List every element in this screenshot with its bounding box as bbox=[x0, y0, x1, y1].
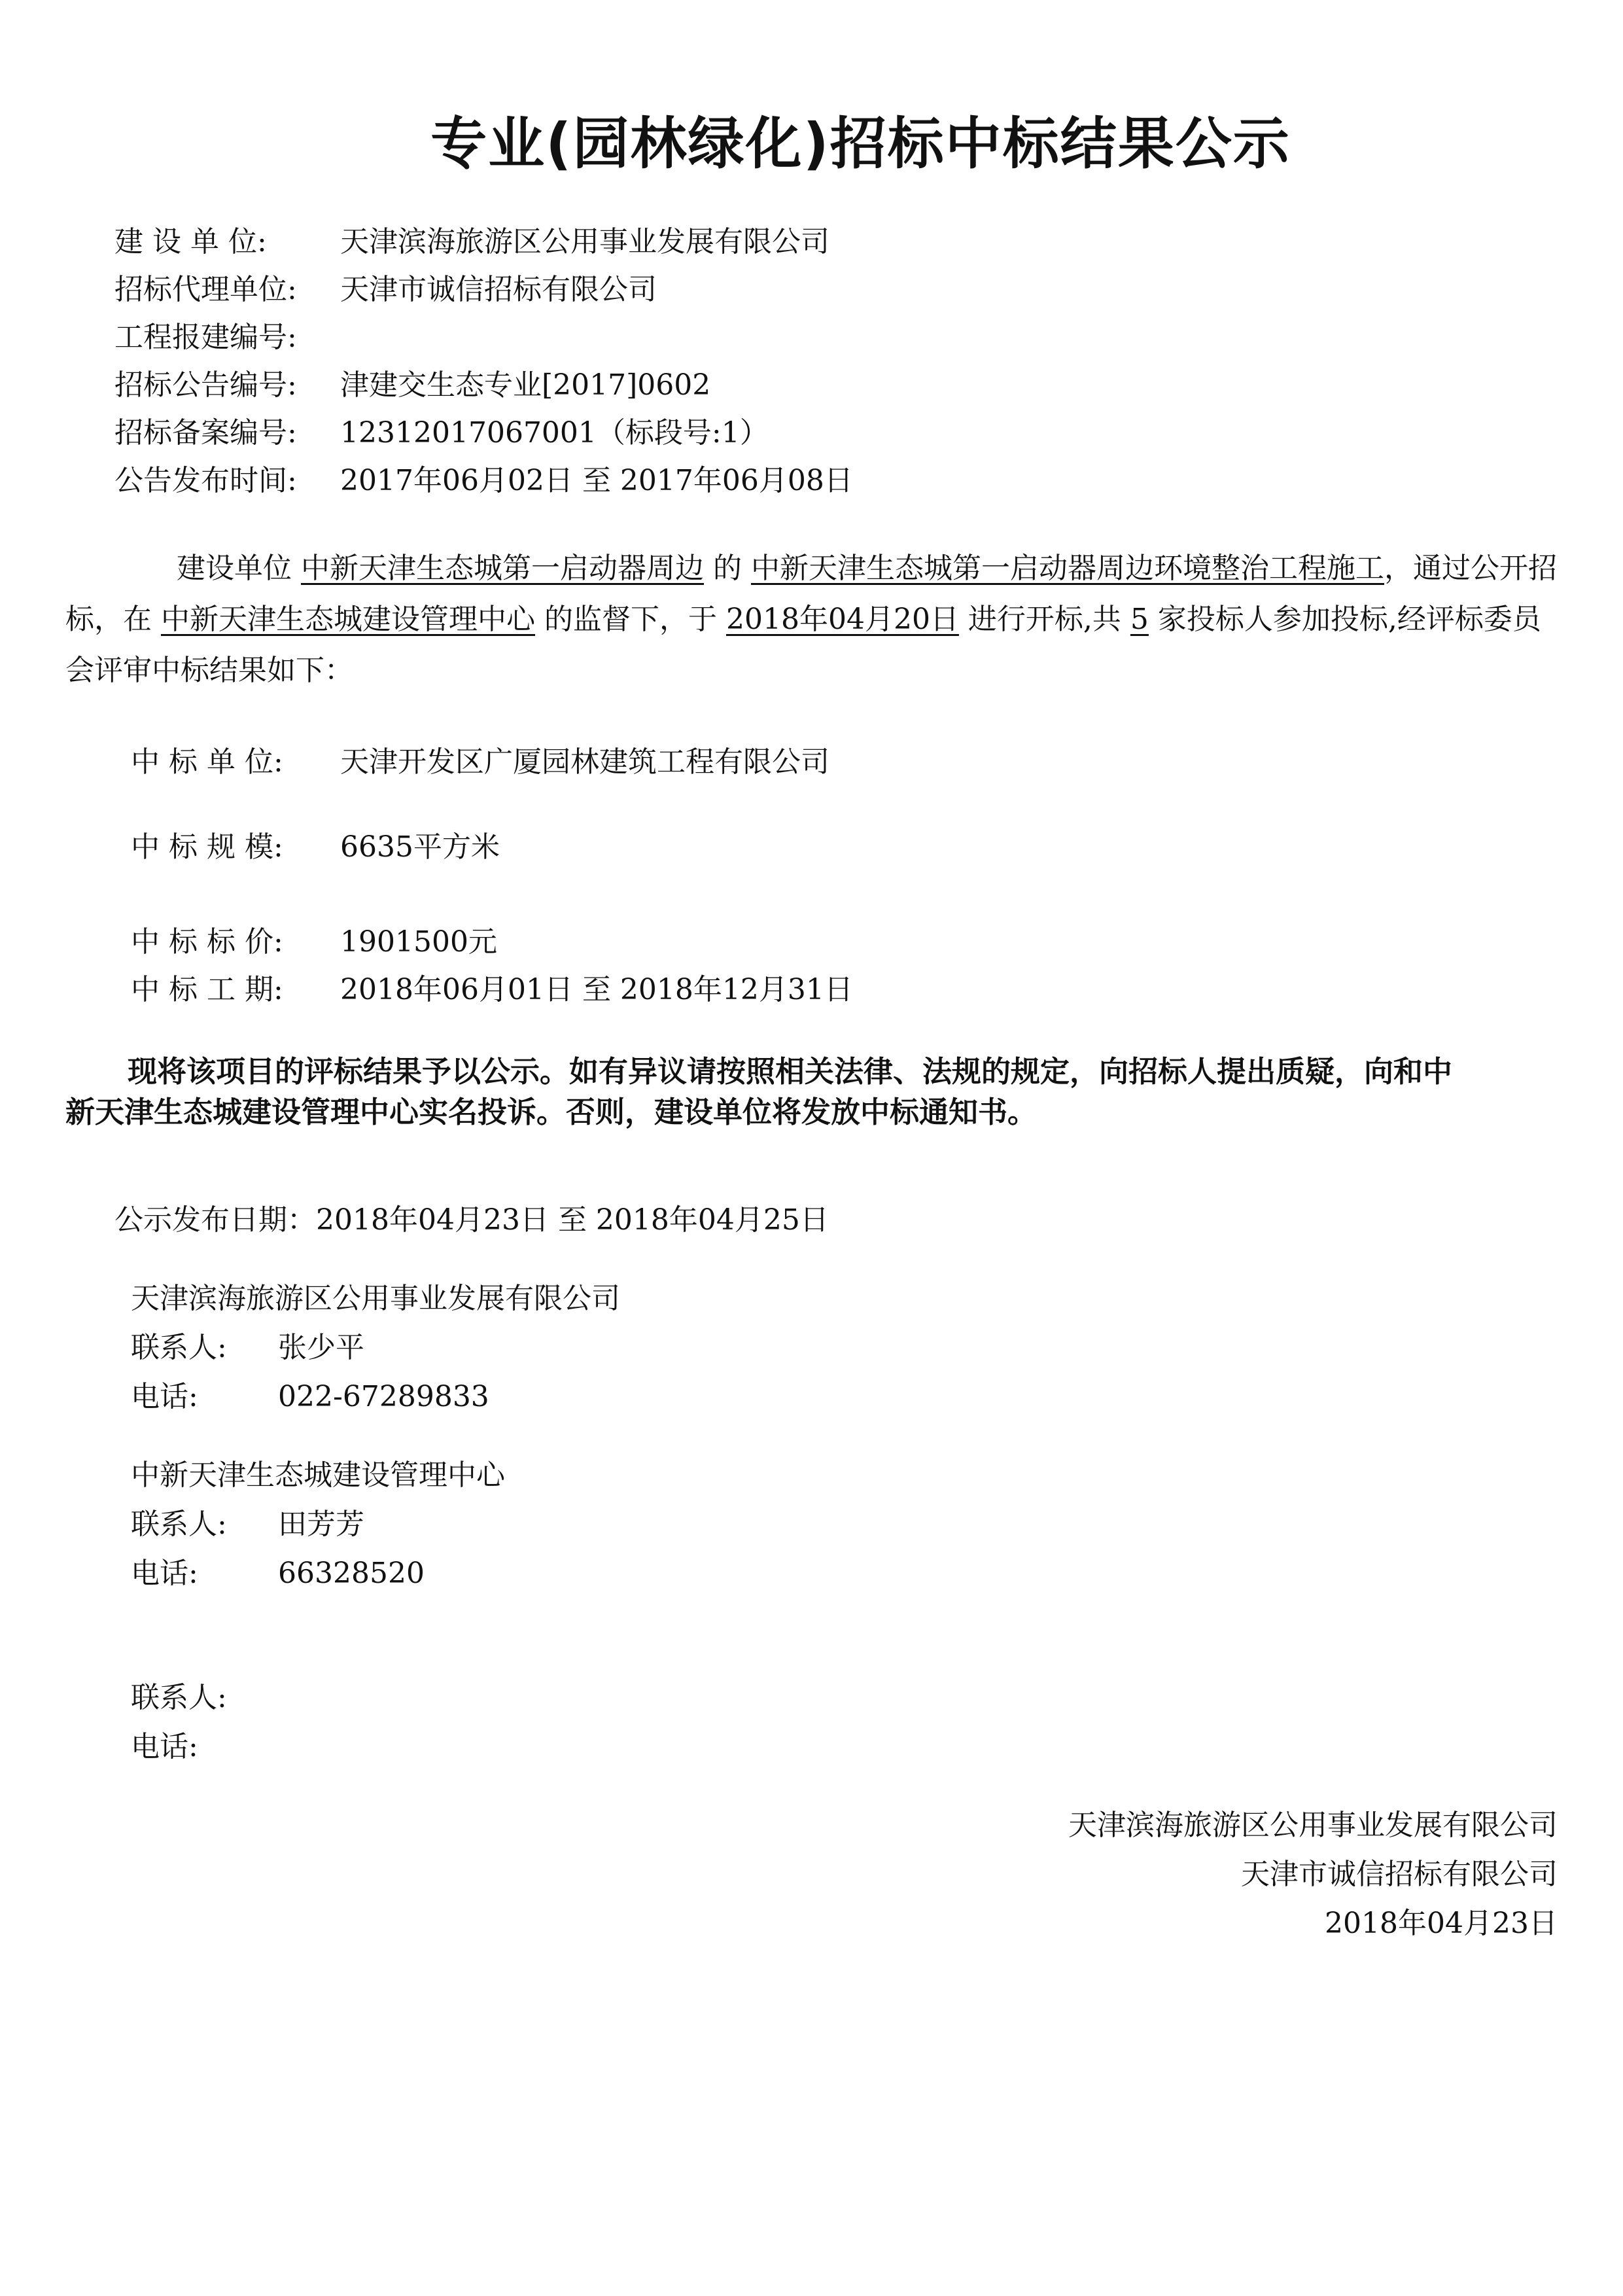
result-price bbox=[131, 923, 497, 962]
field-value: 2017年06月02日 至 2017年06月08日 bbox=[340, 464, 853, 497]
contact-phone-row bbox=[131, 1727, 278, 1767]
signature-date: 2018年04月23日 bbox=[1325, 1907, 1558, 1940]
contact-person: 田芳芳 bbox=[278, 1508, 364, 1541]
field-label: 联系人: bbox=[131, 1508, 227, 1541]
contact-person-row bbox=[131, 1678, 278, 1718]
signature-org-1: 天津滨海旅游区公用事业发展有限公司 bbox=[1068, 1809, 1558, 1842]
contact-phone-row bbox=[131, 1377, 489, 1417]
field-label: 招标备案编号: bbox=[114, 416, 297, 450]
contact-person-row bbox=[131, 1505, 364, 1544]
header-field-agent bbox=[114, 270, 657, 309]
contact-phone-row bbox=[131, 1554, 425, 1593]
contact-phone: 022-67289833 bbox=[278, 1380, 489, 1413]
header-field-builder bbox=[114, 222, 829, 262]
contact-phone: 66328520 bbox=[278, 1557, 425, 1590]
intro-paragraph: 建设单位 中新天津生态城第一启动器周边 的 中新天津生态城第一启动器周边环境整治工程施工，通过公开招标，在 中新天津生态城建设管理中心 的监督下，于 2018年04月20日 进行开标,共 5 家投标人参加投标,经评标委员会评审中标结果如下： bbox=[65, 552, 1557, 687]
field-label: 电话: bbox=[131, 1557, 198, 1590]
page-title: 专业(园林绿化)招标中标结果公示 bbox=[430, 111, 1291, 177]
result-scale bbox=[131, 828, 500, 867]
result-duration bbox=[131, 970, 853, 1010]
publish-period bbox=[114, 1201, 829, 1240]
header-field-announcement-no bbox=[114, 366, 710, 405]
supervisor: 中新天津生态城建设管理中心 bbox=[161, 603, 535, 636]
field-label: 工程报建编号: bbox=[114, 321, 297, 354]
header-field-announcement-period bbox=[114, 461, 853, 501]
field-value: 天津市诚信招标有限公司 bbox=[340, 273, 657, 306]
field-label: 电话: bbox=[131, 1730, 198, 1763]
field-label: 公告发布时间: bbox=[114, 464, 297, 497]
field-value: 津建交生态专业[2017]0602 bbox=[340, 368, 711, 402]
project-name: 中新天津生态城第一启动器周边环境整治工程施工 bbox=[750, 552, 1384, 585]
field-value: 2018年06月01日 至 2018年12月31日 bbox=[340, 973, 853, 1006]
contact-person: 张少平 bbox=[278, 1331, 364, 1364]
field-label: 中 标 标 价: bbox=[131, 925, 283, 959]
field-value: 12312017067001（标段号:1） bbox=[340, 416, 769, 450]
notice-paragraph: 现将该项目的评标结果予以公示。如有异议请按照相关法律、法规的规定，向招标人提出质疑，向和中新天津生态城建设管理中心实名投诉。否则，建设单位将发放中标通知书。 bbox=[65, 1054, 1453, 1129]
field-label: 招标公告编号: bbox=[114, 368, 297, 402]
field-value: 2018年04月23日 至 2018年04月25日 bbox=[316, 1203, 829, 1237]
field-value: 天津滨海旅游区公用事业发展有限公司 bbox=[340, 225, 829, 258]
field-label: 中 标 规 模: bbox=[131, 830, 283, 864]
field-value: 6635平方米 bbox=[340, 830, 500, 864]
field-value: 1901500元 bbox=[340, 925, 497, 959]
field-value: 天津开发区广厦园林建筑工程有限公司 bbox=[340, 745, 829, 779]
field-label: 招标代理单位: bbox=[114, 273, 297, 306]
result-winner bbox=[131, 743, 829, 782]
field-label: 联系人: bbox=[131, 1681, 227, 1714]
contact-org: 中新天津生态城建设管理中心 bbox=[131, 1458, 505, 1492]
field-label: 电话: bbox=[131, 1380, 198, 1413]
open-date: 2018年04月20日 bbox=[725, 603, 959, 636]
contact-org: 天津滨海旅游区公用事业发展有限公司 bbox=[131, 1282, 620, 1315]
field-label: 公示发布日期： bbox=[114, 1203, 316, 1237]
unit-location: 中新天津生态城第一启动器周边 bbox=[301, 552, 704, 585]
header-field-registration bbox=[114, 318, 340, 357]
bidder-count: 5 bbox=[1130, 603, 1149, 636]
field-label: 联系人: bbox=[131, 1331, 227, 1364]
field-label: 建 设 单 位: bbox=[114, 225, 267, 258]
contact-person-row bbox=[131, 1328, 364, 1368]
header-field-record-no bbox=[114, 414, 769, 453]
field-label: 中 标 工 期: bbox=[131, 973, 283, 1006]
signature-org-2: 天津市诚信招标有限公司 bbox=[1241, 1858, 1558, 1891]
field-label: 中 标 单 位: bbox=[131, 745, 283, 779]
